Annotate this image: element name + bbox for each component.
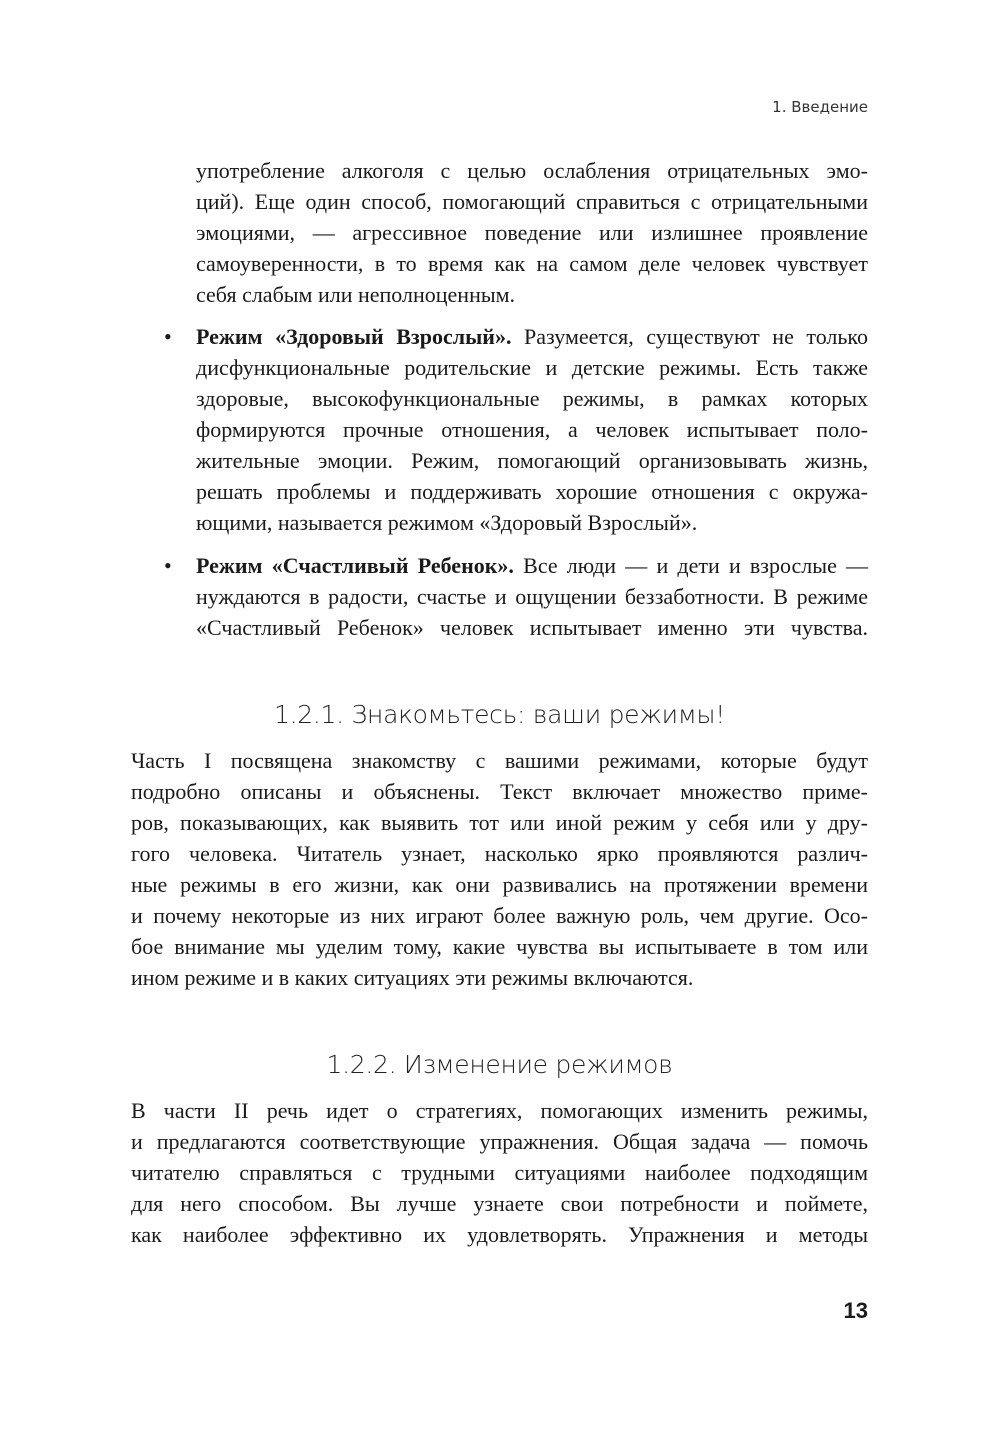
text-fragment: Разумеется, существуют не только <box>524 324 869 349</box>
text-line: «Счастливый Ребенок» человек испытывает именно эти чувства. <box>196 615 868 640</box>
text-line: ные режимы в его жизни, как они развивались на протяжении времени <box>131 872 868 897</box>
text-line: нуждаются в радости, счастье и ощущении беззаботности. В режиме <box>196 584 868 609</box>
text-line: эмоциями, — агрессивное поведение или излишнее проявление <box>196 220 868 245</box>
text-line: себя слабым или неполноценным. <box>196 282 516 307</box>
text-line: формируются прочные отношения, а человек испытывает поло- <box>196 417 868 442</box>
text-line: Часть I посвящена знакомству с вашими режимами, которые будут <box>131 748 868 773</box>
text-line: гого человека. Читатель узнает, насколько ярко проявляются различ- <box>131 841 868 866</box>
text-line <box>196 550 868 581</box>
text-line: ющими, называется режимом «Здоровый Взрослый». <box>196 510 698 535</box>
page-number: 13 <box>843 1298 868 1323</box>
section-heading: 1.2.1. Знакомьтесь: ваши режимы! <box>274 700 725 729</box>
text-line: ций). Еще один способ, помогающий справиться с отрицательными <box>196 189 868 214</box>
bullet-icon: • <box>164 324 172 349</box>
bullet-item-happy-child <box>164 550 869 643</box>
text-line: употребление алкоголя с целью ослабления отрицательных эмо- <box>196 158 868 183</box>
text-line: и предлагаются соответствующие упражнения. Общая задача — помочь <box>131 1129 868 1154</box>
paragraph-continued <box>196 155 868 310</box>
bullet-item-healthy-adult <box>164 321 869 538</box>
text-line: читателю справляться с трудными ситуациями наиболее подходящим <box>131 1160 868 1185</box>
text-line: и почему некоторые из них играют более важную роль, чем другие. Осо- <box>131 903 868 928</box>
section-paragraph <box>131 745 868 993</box>
text-line: ином режиме и в каких ситуациях эти режимы включаются. <box>131 965 694 990</box>
running-header: 1. Введение <box>772 98 868 116</box>
text-line: решать проблемы и поддерживать хорошие отношения с окружа- <box>196 479 868 504</box>
term: Режим «Здоровый Взрослый». <box>196 324 512 349</box>
bullet-icon: • <box>164 553 172 578</box>
text-line: В части II речь идет о стратегиях, помогающих изменить режимы, <box>131 1098 868 1123</box>
section-paragraph <box>131 1095 868 1250</box>
text-line: здоровые, высокофункциональные режимы, в рамках которых <box>196 386 868 411</box>
section-heading: 1.2.2. Изменение режимов <box>326 1050 673 1079</box>
text-line: ров, показывающих, как выявить тот или иной режим у себя или у дру- <box>131 810 868 835</box>
text-line: самоуверенности, в то время как на самом деле человек чувствует <box>196 251 868 276</box>
text-line <box>196 321 868 352</box>
text-line: для него способом. Вы лучше узнаете свои потребности и поймете, <box>131 1191 868 1216</box>
text-line: как наиболее эффективно их удовлетворять. Упражнения и методы <box>131 1222 868 1247</box>
text-fragment: Все люди — и дети и взрослые — <box>523 553 869 578</box>
text-line: бое внимание мы уделим тому, какие чувства вы испытываете в том или <box>131 934 868 959</box>
text-line: подробно описаны и объяснены. Текст включает множество приме- <box>131 779 868 804</box>
text-line: дисфункциональные родительские и детские режимы. Есть также <box>196 355 868 380</box>
term: Режим «Счастливый Ребенок». <box>196 553 514 578</box>
text-line: жительные эмоции. Режим, помогающий организовывать жизнь, <box>196 448 868 473</box>
